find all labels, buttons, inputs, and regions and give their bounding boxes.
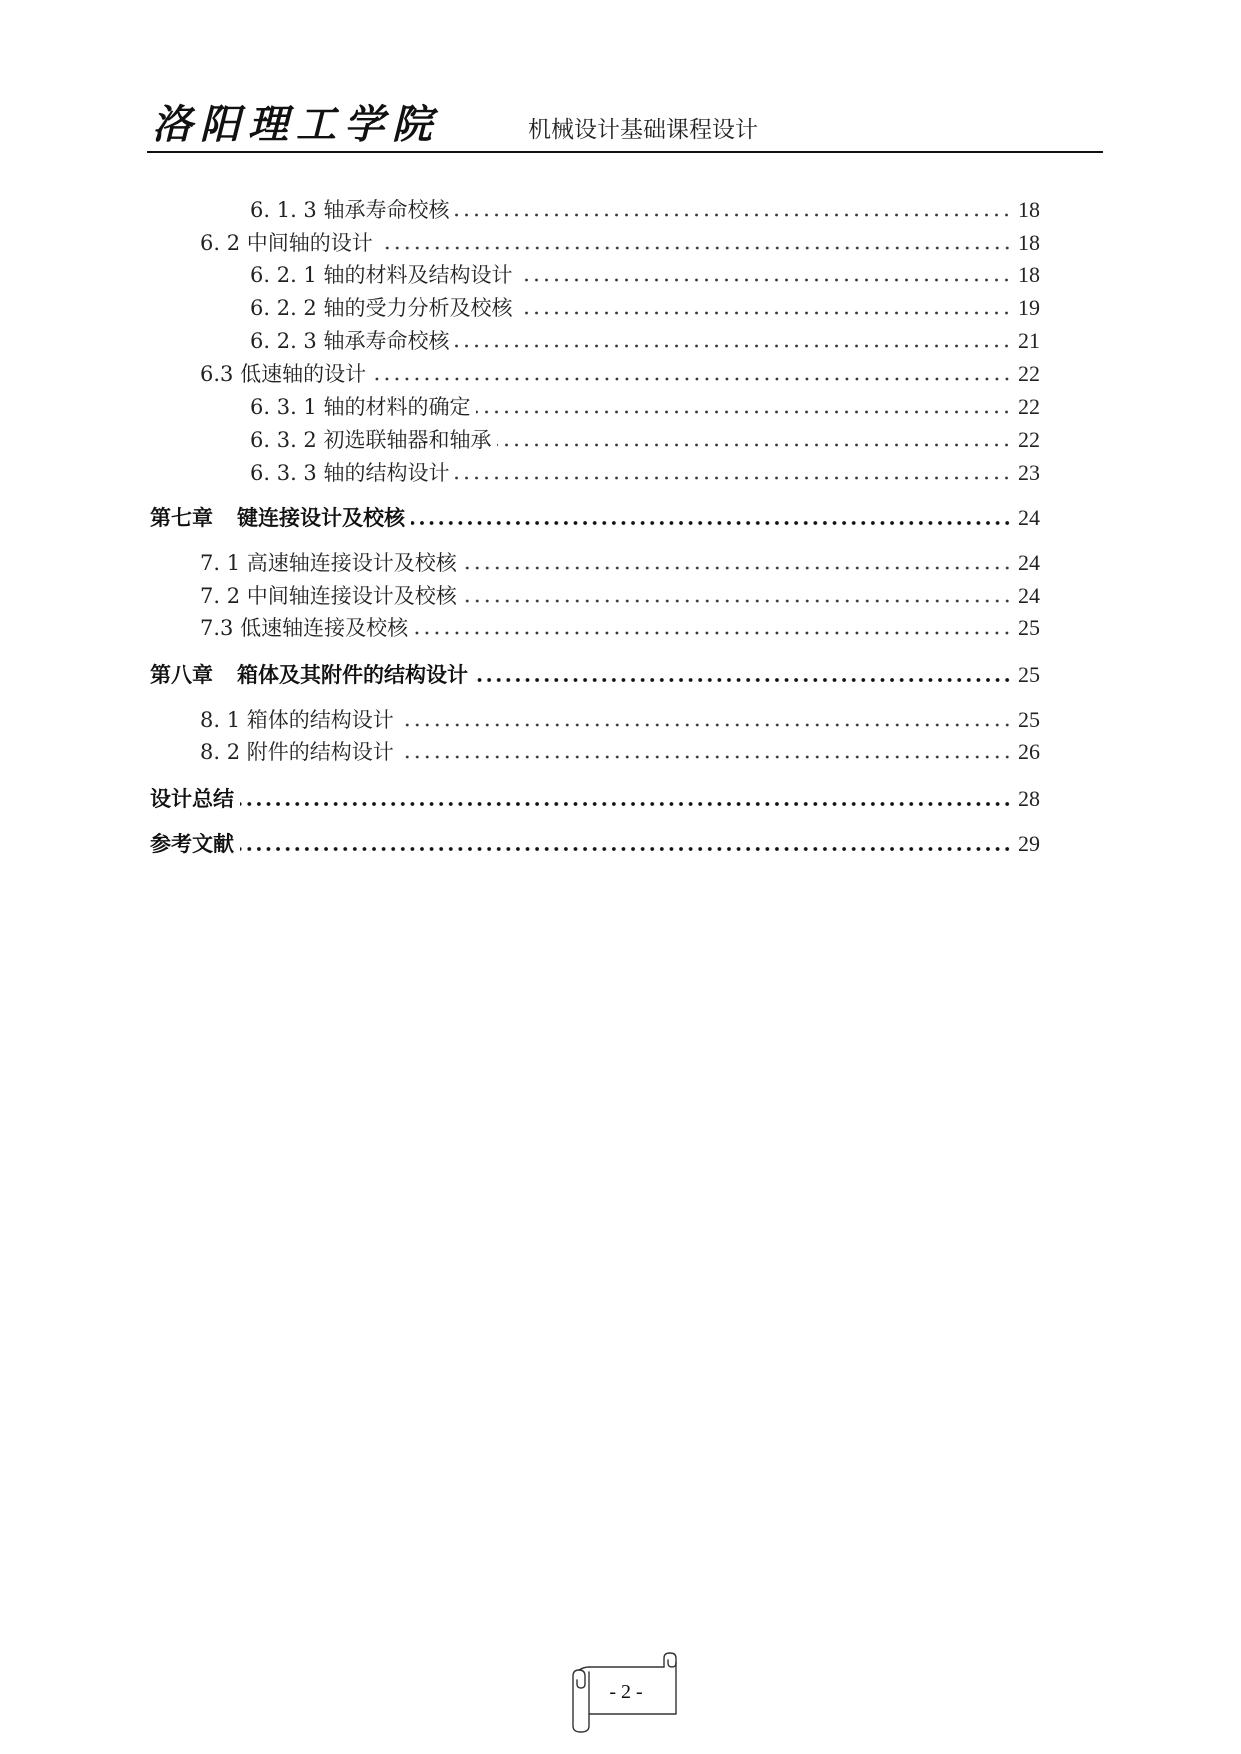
toc-entry-label: 6. 3. 2 初选联轴器和轴承: [250, 428, 492, 452]
toc-entry-page: 24: [1018, 505, 1040, 530]
toc-entry-page: 18: [1018, 230, 1040, 255]
toc-dot-leader: [474, 677, 1012, 683]
toc-entry-6-2: [200, 229, 1040, 257]
toc-entry-page: 24: [1018, 583, 1040, 608]
toc-entry-6-1-3: [250, 196, 1040, 224]
toc-entry-6-3-3: [250, 459, 1040, 487]
toc-entry-page: 28: [1018, 786, 1040, 811]
page-header: [0, 0, 1241, 160]
toc-entry-page: 18: [1018, 197, 1040, 222]
toc-entry-6-3-2: [250, 426, 1040, 454]
toc-chapter-7: [150, 504, 1040, 532]
toc-entry-label: 6. 2. 3 轴承寿命校核: [250, 329, 450, 353]
toc-entry-references: [150, 830, 1040, 858]
toc-dot-leader: [476, 409, 1012, 415]
toc-entry-7-2: [200, 582, 1040, 610]
toc-entry-label: 6. 2. 2 轴的受力分析及校核: [250, 296, 513, 320]
toc-entry-7-3: [200, 614, 1040, 642]
toc-dot-leader: [518, 310, 1012, 316]
toc-entry-6-2-3: [250, 327, 1040, 355]
toc-entry-6-3: [200, 360, 1040, 388]
toc-entry-label: 7.3 低速轴连接及校核: [200, 616, 409, 640]
toc-dot-leader: [411, 520, 1012, 526]
toc-entry-page: 22: [1018, 427, 1040, 452]
toc-entry-page: 21: [1018, 328, 1040, 353]
toc-entry-page: 22: [1018, 394, 1040, 419]
toc-entry-label: 6. 3. 3 轴的结构设计: [250, 461, 450, 485]
course-title: 机械设计基础课程设计: [528, 117, 758, 143]
toc-entry-page: 22: [1018, 361, 1040, 386]
toc-dot-leader: [400, 754, 1012, 760]
toc-dot-leader: [240, 846, 1012, 852]
toc-dot-leader: [455, 475, 1012, 481]
toc-entry-6-2-1: [250, 261, 1040, 289]
toc-entry-label: 设计总结: [150, 786, 234, 811]
toc-entry-design-summary: [150, 785, 1040, 813]
toc-dot-leader: [240, 801, 1012, 807]
toc-dot-leader: [414, 630, 1012, 636]
toc-entry-page: 19: [1018, 295, 1040, 320]
toc-entry-label: 6. 3. 1 轴的材料的确定: [250, 395, 471, 419]
toc-entry-page: 25: [1018, 662, 1040, 687]
toc-entry-label: 8. 2 附件的结构设计: [200, 740, 394, 764]
toc-entry-label: 键连接设计及校核: [237, 505, 405, 530]
toc-entry-label: 箱体及其附件的结构设计: [237, 662, 468, 687]
toc-entry-label: 6.3 低速轴的设计: [200, 362, 367, 386]
toc-entry-6-3-1: [250, 393, 1040, 421]
toc-entry-page: 23: [1018, 460, 1040, 485]
toc-entry-page: 18: [1018, 262, 1040, 287]
header-divider: [147, 151, 1103, 153]
toc-entry-label: 6. 2 中间轴的设计: [200, 231, 373, 255]
toc-entry-page: 24: [1018, 550, 1040, 575]
toc-entry-8-2: [200, 738, 1040, 766]
toc-entry-page: 25: [1018, 707, 1040, 732]
toc-entry-7-1: [200, 549, 1040, 577]
toc-dot-leader: [463, 565, 1012, 571]
toc-entry-page: 26: [1018, 739, 1040, 764]
toc-entry-page: 29: [1018, 831, 1040, 856]
toc-dot-leader: [518, 277, 1012, 283]
toc-entry-label: 7. 2 中间轴连接设计及校核: [200, 584, 457, 608]
toc-dot-leader: [400, 722, 1012, 728]
toc-chapter-8: [150, 661, 1040, 689]
toc-dot-leader: [372, 376, 1012, 382]
toc-entry-6-2-2: [250, 294, 1040, 322]
toc-dot-leader: [455, 343, 1012, 349]
toc-entry-label: 8. 1 箱体的结构设计: [200, 708, 394, 732]
toc-entry-label: 6. 1. 3 轴承寿命校核: [250, 198, 450, 222]
toc-entry-8-1: [200, 706, 1040, 734]
toc-entry-label: 6. 2. 1 轴的材料及结构设计: [250, 263, 513, 287]
toc-chapter-number: 第八章: [150, 662, 213, 687]
toc-dot-leader: [463, 598, 1012, 604]
toc-entry-label: 参考文献: [150, 831, 234, 856]
toc-entry-page: 25: [1018, 615, 1040, 640]
toc-dot-leader: [497, 442, 1012, 448]
toc-dot-leader: [455, 212, 1012, 218]
toc-entry-label: 7. 1 高速轴连接设计及校核: [200, 551, 457, 575]
page-number: - 2 -: [609, 1681, 643, 1703]
toc-dot-leader: [379, 245, 1012, 251]
institution-logo-text: 洛阳理工学院: [152, 101, 440, 148]
toc-chapter-number: 第七章: [150, 505, 213, 530]
